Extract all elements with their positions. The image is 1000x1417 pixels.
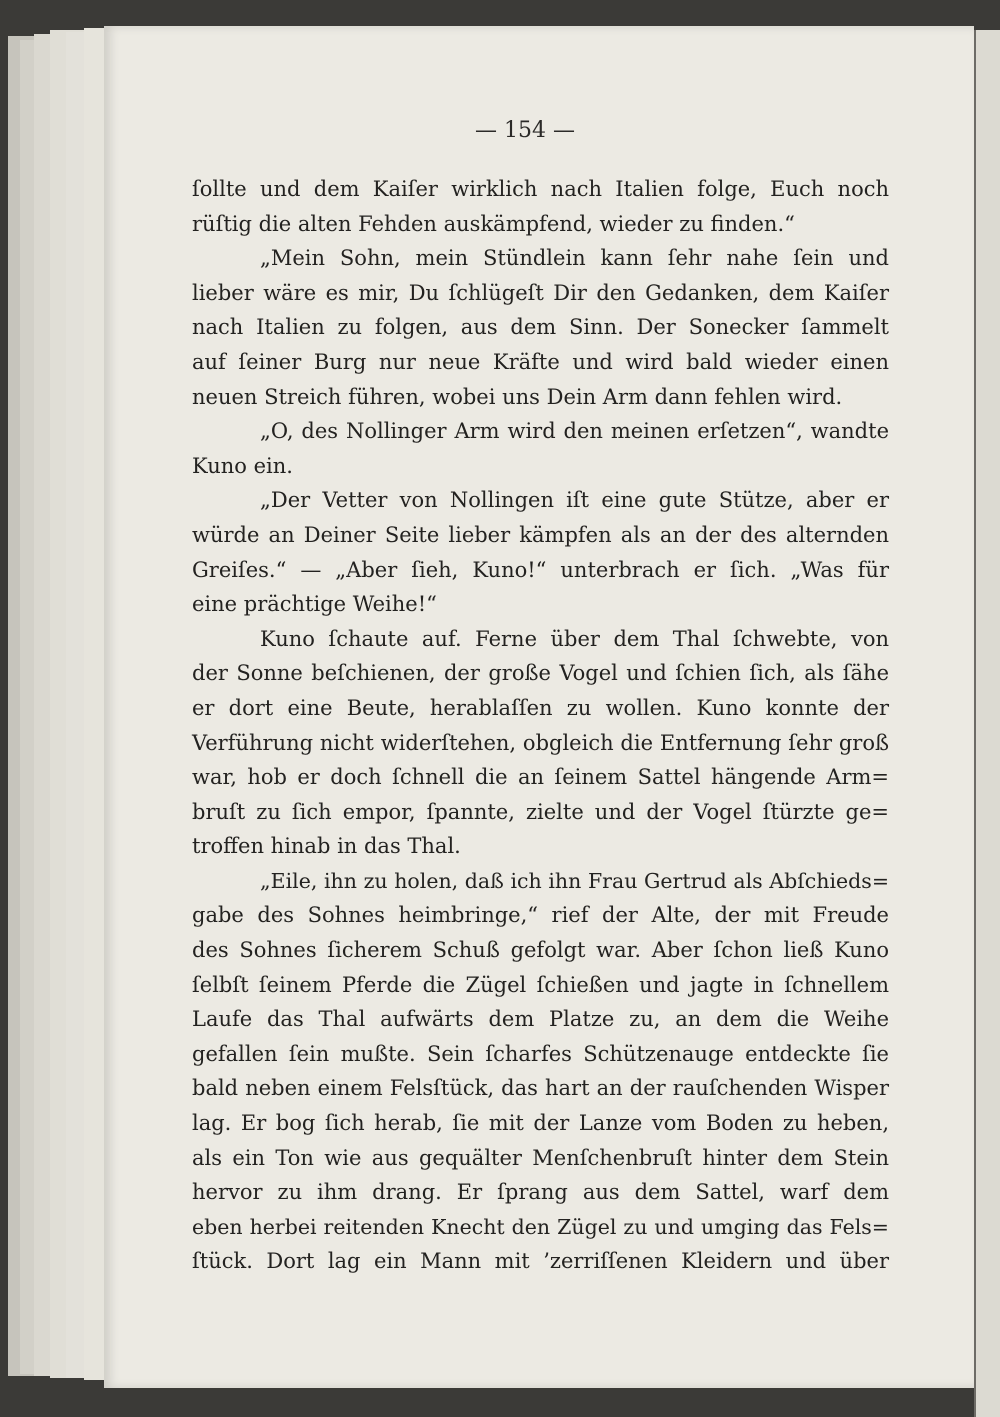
text-line: „Der Vetter von Nollingen iſt eine gute Stütze, aber er — [260, 488, 889, 513]
text-line: war, hob er doch ſchnell die an ſeinem Sattel hängende Arm= — [192, 765, 889, 790]
text-line: hervor zu ihm drang. Er ſprang aus dem Sattel, warf dem — [192, 1180, 889, 1205]
text-line: Kuno ein. — [192, 453, 293, 478]
text-line: nach Italien zu folgen, aus dem Sinn. Der Sonecker ſammelt — [192, 315, 889, 340]
text-line: troffen hinab in das Thal. — [192, 834, 461, 859]
text-line: lieber wäre es mir, Du ſchlügeſt Dir den Gedanken, dem Kaiſer — [192, 280, 889, 305]
text-line: Greiſes.“ — „Aber ſieh, Kuno!“ unterbrach er ſich. „Was für — [192, 557, 889, 582]
text-line: er dort eine Beute, herablaſſen zu wollen. Kuno konnte der — [192, 695, 889, 720]
text-line: bruſt zu ſich empor, ſpannte, zielte und der Vogel ſtürzte ge= — [192, 799, 889, 824]
text-line: eben herbei reitenden Knecht den Zügel zu und umging das Fels= — [192, 1214, 889, 1239]
text-line: auf ſeiner Burg nur neue Kräfte und wird bald wieder einen — [192, 349, 889, 374]
text-line: „Mein Sohn, mein Stündlein kann ſehr nahe ſein und — [260, 246, 889, 271]
text-line: ſollte und dem Kaiſer wirklich nach Italien folge, Euch noch — [192, 177, 889, 201]
text-line: eine prächtige Weihe!“ — [192, 592, 437, 617]
text-line: lag. Er bog ſich herab, ſie mit der Lanze vom Boden zu heben, — [192, 1111, 889, 1136]
text-line: Kuno ſchaute auf. Ferne über dem Thal ſchwebte, von — [260, 626, 889, 651]
text-line: rüſtig die alten Fehden auskämpfend, wieder zu finden.“ — [192, 211, 795, 236]
text-line: „O, des Nollinger Arm wird den meinen erſetzen“, wandte — [260, 419, 889, 444]
text-line: ſelbſt ſeinem Pferde die Zügel ſchießen und jagte in ſchnellem — [192, 972, 889, 997]
text-line: der Sonne beſchienen, der große Vogel und ſchien ſich, als ſähe — [192, 661, 889, 686]
text-line: würde an Deiner Seite lieber kämpfen als an der des alternden — [192, 522, 889, 547]
body-text — [192, 172, 889, 1279]
text-line: als ein Ton wie aus gequälter Menſchenbruſt hinter dem Stein — [192, 1145, 889, 1170]
text-line: bald neben einem Felsſtück, das hart an der rauſchenden Wisper — [192, 1076, 889, 1101]
page-number: — 154 — — [475, 118, 575, 143]
text-line: gabe des Sohnes heimbringe,“ rief der Alte, der mit Freude — [192, 903, 889, 928]
text-line: gefallen ſein mußte. Sein ſcharfes Schützenauge entdeckte ſie — [192, 1041, 889, 1066]
text-line: „Eile, ihn zu holen, daß ich ihn Frau Gertrud als Abſchieds= — [260, 868, 889, 893]
text-line: Verführung nicht widerſtehen, obgleich die Entfernung ſehr groß — [192, 730, 889, 755]
text-line: des Sohnes ſicherem Schuß gefolgt war. Aber ſchon ließ Kuno — [192, 938, 889, 963]
text-line: ſtück. Dort lag ein Mann mit ’zerriſſenen Kleidern und über — [192, 1249, 889, 1274]
text-line: Laufe das Thal aufwärts dem Platze zu, an dem die Weihe — [192, 1007, 889, 1032]
facing-page-edge — [974, 30, 1000, 1417]
text-line: neuen Streich führen, wobei uns Dein Arm dann fehlen wird. — [192, 384, 843, 409]
